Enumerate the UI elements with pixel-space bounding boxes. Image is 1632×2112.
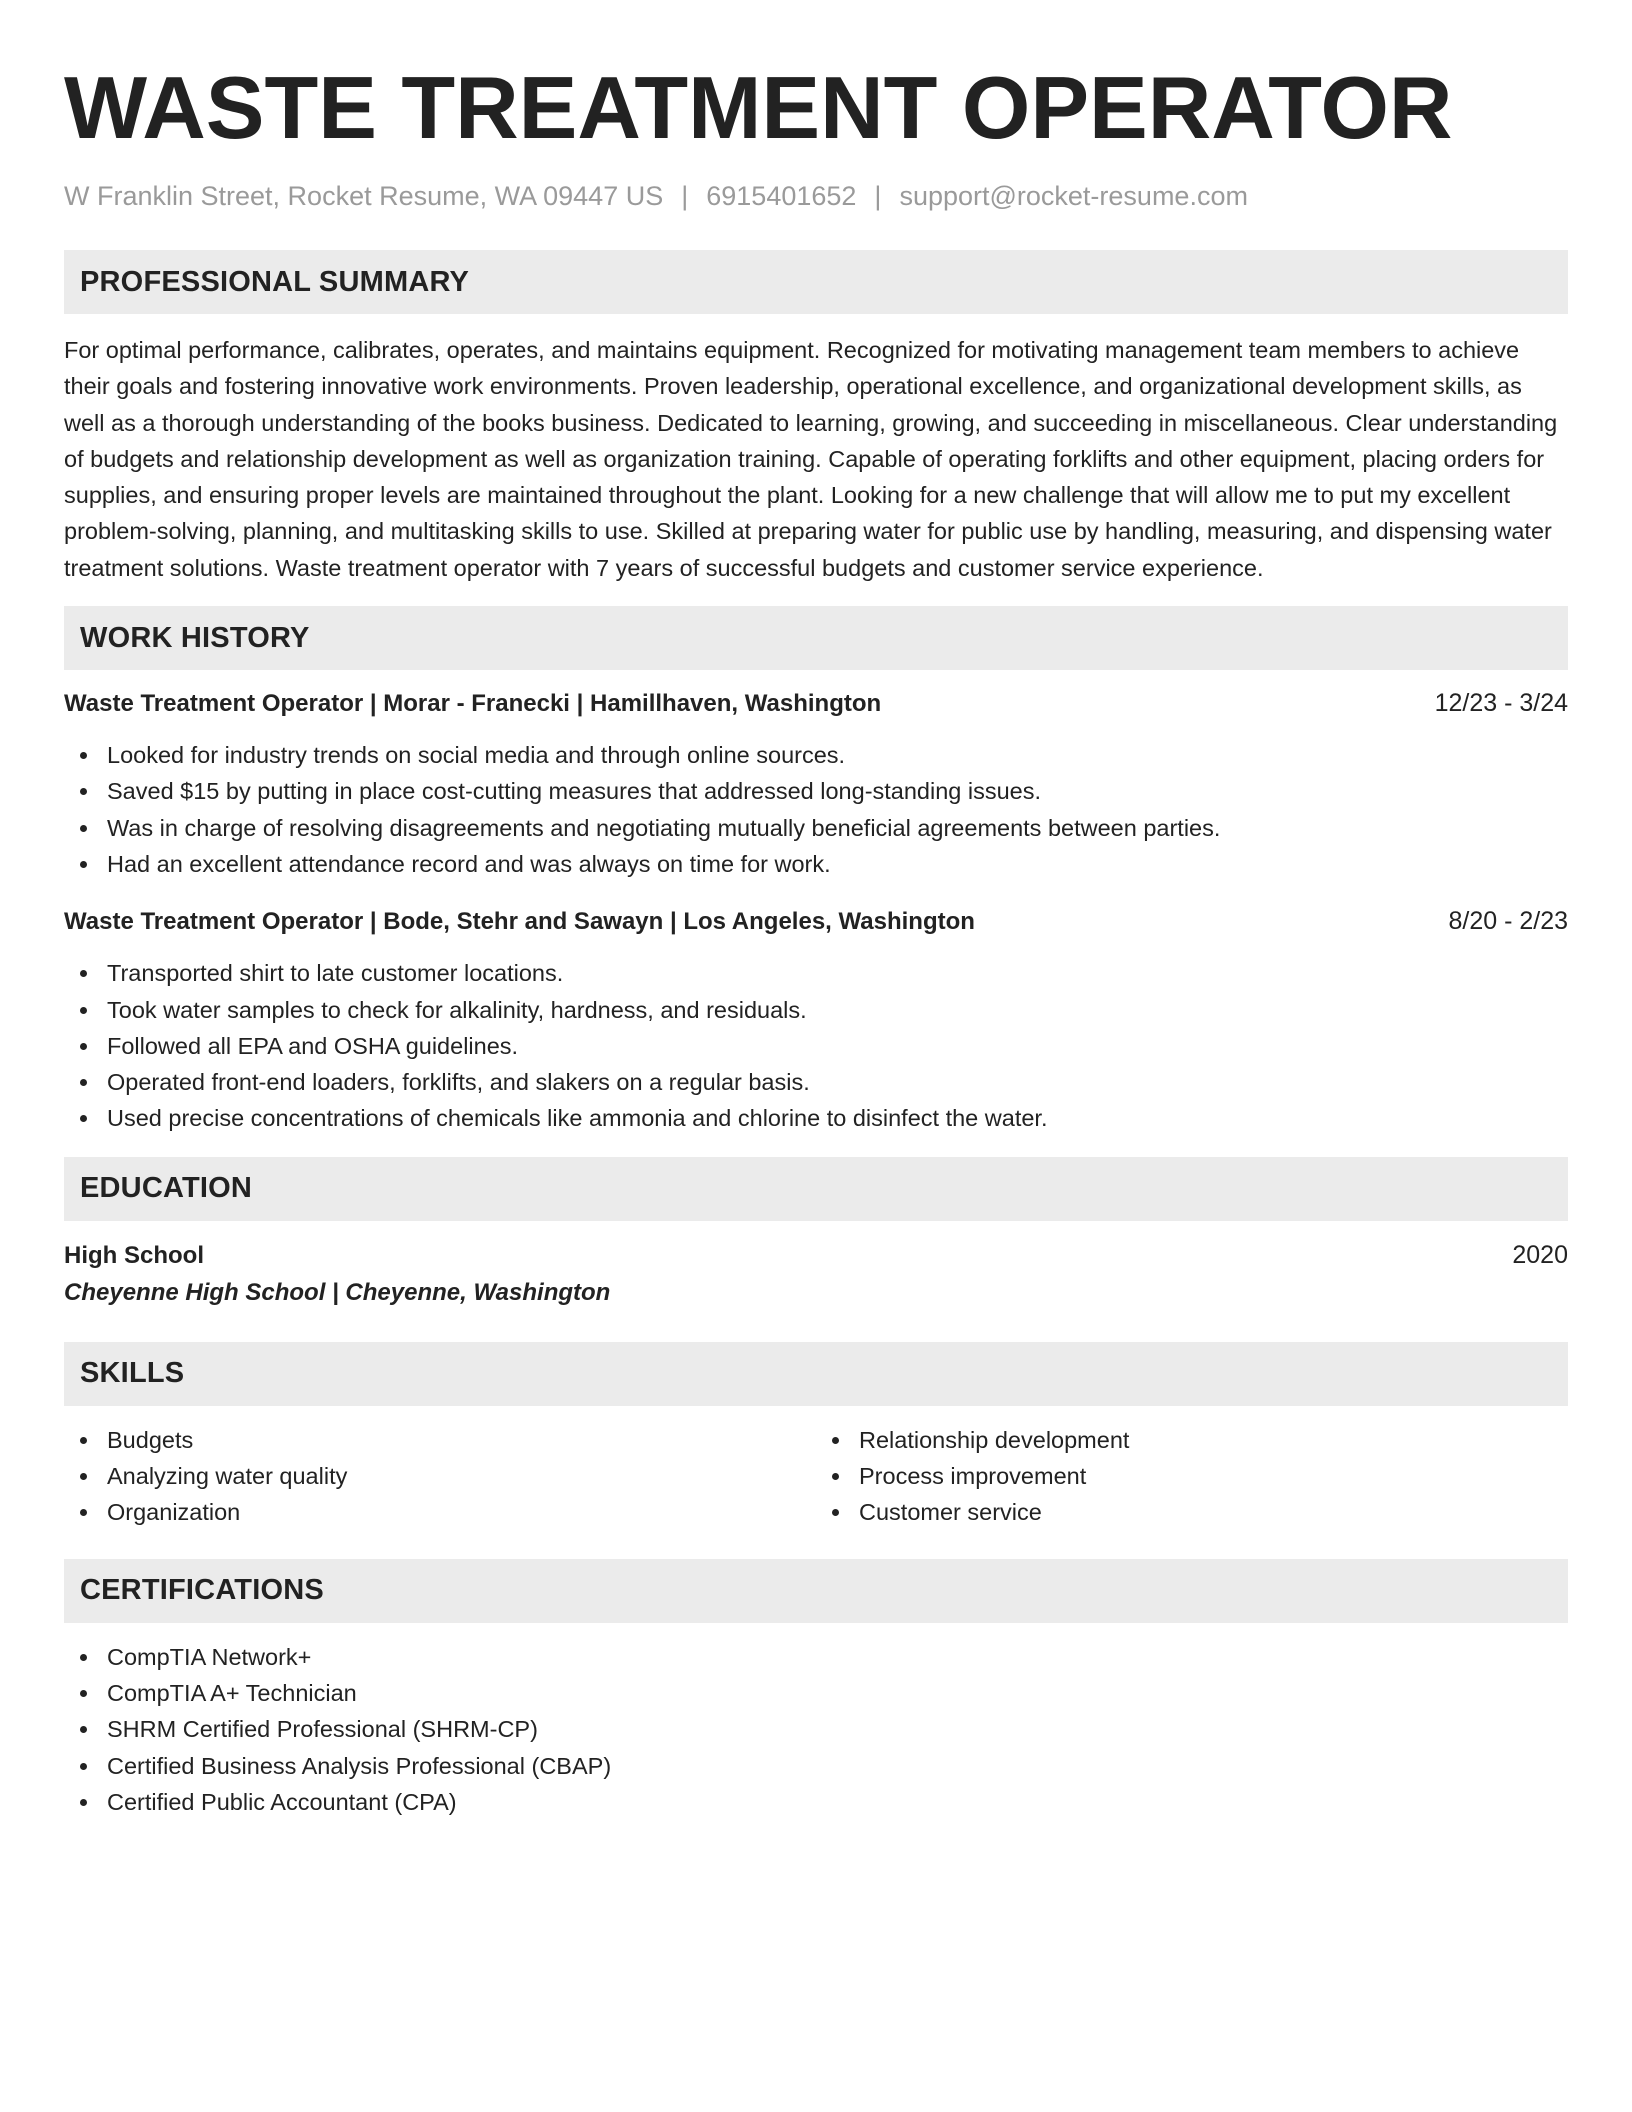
list-item: Process improvement [859, 1458, 1568, 1494]
section-header-skills [64, 1342, 1568, 1406]
skills-column-right [816, 1422, 1568, 1531]
contact-phone: 6915401652 [706, 181, 857, 211]
skills-list [816, 1422, 1568, 1531]
summary-text: For optimal performance, calibrates, operates, and maintains equipment. Recognized for motivating management team members to achieve their goals and fostering innovative work environments. Proven leadership, operational excellence, and organizational development skills, as well as a thorough understanding of the books business. Dedicated to learning, growing, and succeeding in miscellaneous. Clear understanding of budgets and relationship development as well as organization training. Capable of operating forklifts and other equipment, placing orders for supplies, and ensuring proper levels are maintained throughout the plant. Looking for a new challenge that will allow me to put my excellent problem-solving, planning, and multitasking skills to use. Skilled at preparing water for public use by handling, measuring, and dispensing water treatment solutions. Waste treatment operator with 7 years of successful budgets and customer service experience. [64, 337, 1558, 581]
section-title: SKILLS [80, 1357, 185, 1390]
list-item: Took water samples to check for alkalinity, hardness, and residuals. [107, 992, 1568, 1028]
skills-column-left [64, 1422, 816, 1531]
certifications-list [64, 1639, 1568, 1820]
list-item: Certified Business Analysis Professional (CBAP) [107, 1748, 1568, 1784]
job-bullets [64, 955, 1568, 1136]
section-title: EDUCATION [80, 1172, 253, 1205]
job-dates: 12/23 - 3/24 [1434, 689, 1568, 718]
contact-address: W Franklin Street, Rocket Resume, WA 09447 US [64, 181, 664, 211]
job-title: Waste Treatment Operator | Morar - Franecki | Hamillhaven, Washington [64, 690, 882, 718]
list-item: Certified Public Accountant (CPA) [107, 1784, 1568, 1820]
section-header-education [64, 1157, 1568, 1221]
list-item: Followed all EPA and OSHA guidelines. [107, 1028, 1568, 1064]
job-header [64, 904, 1568, 939]
list-item: Operated front-end loaders, forklifts, and slakers on a regular basis. [107, 1064, 1568, 1100]
list-item: Customer service [859, 1494, 1568, 1530]
skills-list [64, 1422, 816, 1531]
job-dates: 8/20 - 2/23 [1448, 907, 1568, 936]
skills-grid [64, 1422, 1568, 1531]
candidate-name: WASTE TREATMENT OPERATOR [64, 58, 1453, 157]
list-item: Saved $15 by putting in place cost-cutting measures that addressed long-standing issues. [107, 773, 1568, 809]
list-item: Had an excellent attendance record and was always on time for work. [107, 846, 1568, 882]
contact-separator: | [874, 181, 882, 211]
education-year: 2020 [1512, 1240, 1568, 1269]
list-item: Used precise concentrations of chemicals like ammonia and chlorine to disinfect the water. [107, 1100, 1568, 1136]
section-header-summary [64, 250, 1568, 314]
list-item: Organization [107, 1494, 816, 1530]
education-entry [64, 1237, 1568, 1312]
list-item: Was in charge of resolving disagreements and negotiating mutually beneficial agreements between parties. [107, 810, 1568, 846]
list-item: CompTIA Network+ [107, 1639, 1568, 1675]
education-school: Cheyenne High School | Cheyenne, Washington [64, 1278, 611, 1306]
list-item: Budgets [107, 1422, 816, 1458]
list-item: Looked for industry trends on social media and through online sources. [107, 737, 1568, 773]
job-entry [64, 686, 1568, 882]
list-item: Relationship development [859, 1422, 1568, 1458]
section-title: WORK HISTORY [80, 621, 310, 654]
job-header [64, 686, 1568, 721]
contact-separator: | [681, 181, 689, 211]
list-item: CompTIA A+ Technician [107, 1675, 1568, 1711]
section-title: PROFESSIONAL SUMMARY [80, 265, 470, 298]
education-header [64, 1237, 1568, 1274]
job-bullets [64, 737, 1568, 882]
contact-line [64, 178, 1568, 214]
section-header-work-history [64, 606, 1568, 670]
contact-email: support@rocket-resume.com [899, 181, 1248, 211]
job-entry [64, 904, 1568, 1136]
list-item: Analyzing water quality [107, 1458, 816, 1494]
education-degree: High School [64, 1241, 204, 1269]
job-title: Waste Treatment Operator | Bode, Stehr and Sawayn | Los Angeles, Washington [64, 908, 975, 936]
section-header-certifications [64, 1559, 1568, 1623]
section-title: CERTIFICATIONS [80, 1574, 324, 1607]
list-item: SHRM Certified Professional (SHRM-CP) [107, 1711, 1568, 1747]
list-item: Transported shirt to late customer locations. [107, 955, 1568, 991]
